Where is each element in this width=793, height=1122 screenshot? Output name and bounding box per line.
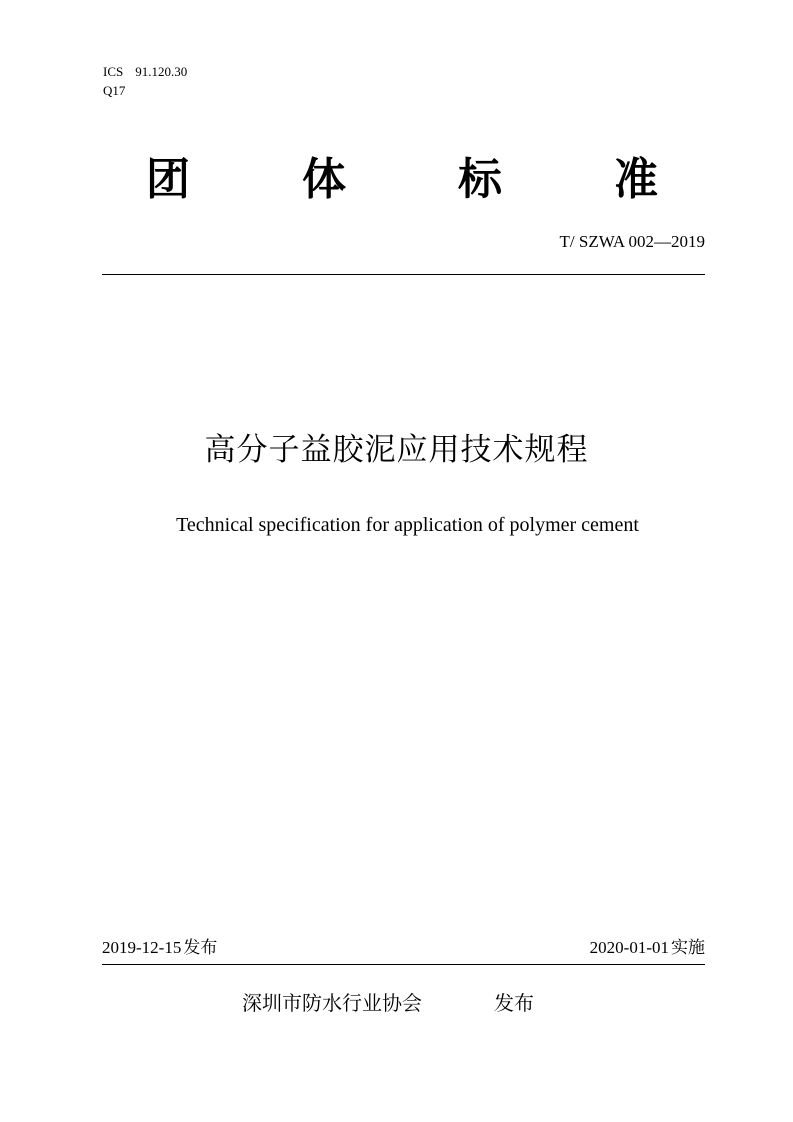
classification-codes xyxy=(103,62,187,100)
issue-label: 发布 xyxy=(183,938,218,958)
standard-kind-char: 团 xyxy=(146,154,190,205)
standard-kind-char: 准 xyxy=(614,154,658,205)
ics-line xyxy=(103,62,187,81)
ics-label: ICS xyxy=(103,64,124,79)
implement-date: 2020-01-01 xyxy=(589,938,669,957)
implement-label: 实施 xyxy=(671,938,705,958)
implement-date-line xyxy=(590,937,705,959)
standard-kind-heading xyxy=(100,152,705,208)
publisher-line xyxy=(242,989,534,1017)
publish-label: 发布 xyxy=(494,991,534,1015)
ccs-code: Q17 xyxy=(103,83,126,98)
issue-date: 2019-12-15 xyxy=(102,938,182,957)
ics-code: 91.120.30 xyxy=(135,64,188,79)
standard-number: T/ SZWA 002—2019 xyxy=(559,232,705,251)
standard-kind-char: 体 xyxy=(302,154,346,205)
standard-kind-char: 标 xyxy=(458,154,502,205)
document-title-english: Technical specification for application of polymer cement xyxy=(176,514,639,536)
publisher-name: 深圳市防水行业协会 xyxy=(242,991,422,1015)
bottom-divider xyxy=(102,964,705,965)
issue-date-line xyxy=(102,937,217,959)
document-title-chinese: 高分子益胶泥应用技术规程 xyxy=(204,432,589,468)
top-divider xyxy=(102,274,705,275)
